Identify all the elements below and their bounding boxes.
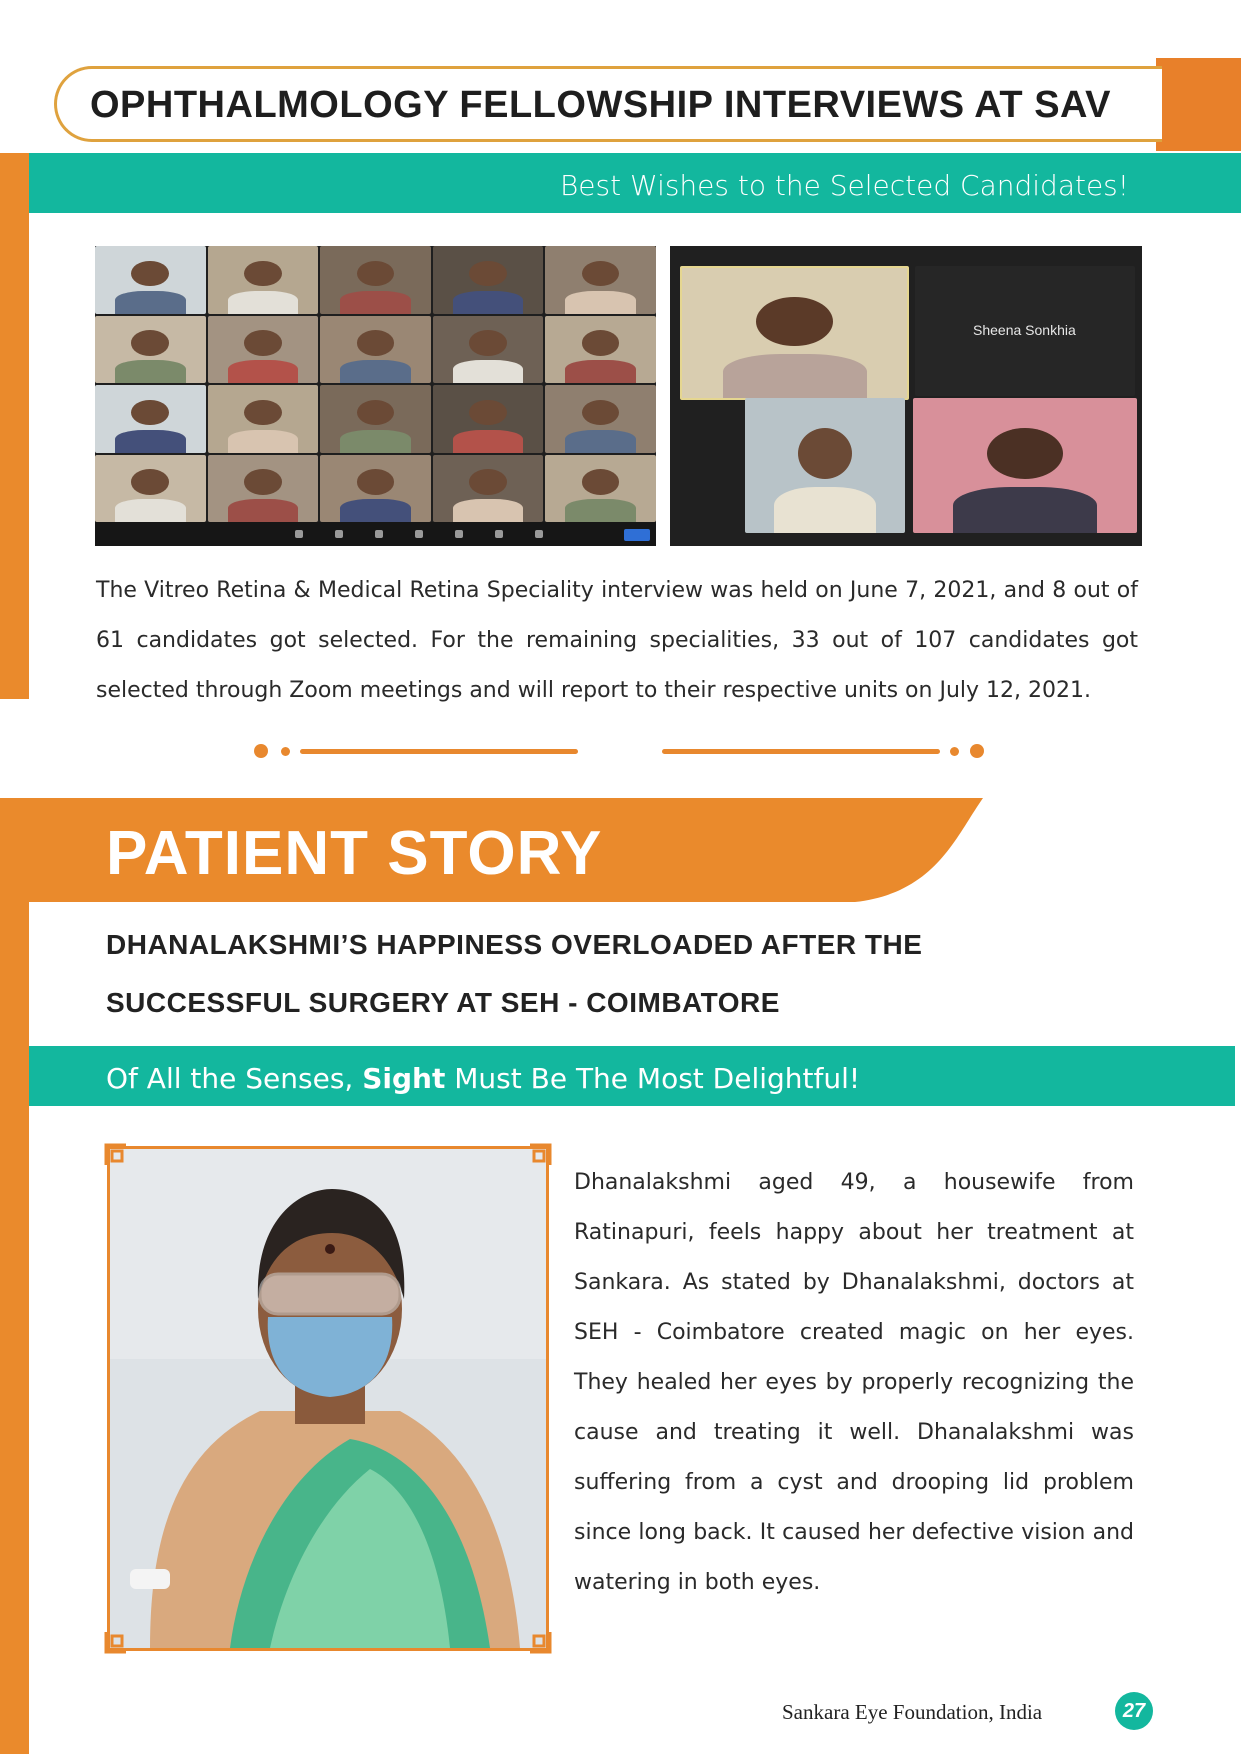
story-headline-line-1: DHANALAKSHMI’S HAPPINESS OVERLOADED AFTER THE <box>106 929 923 960</box>
participant-tile <box>913 398 1137 533</box>
participant-tile <box>320 316 431 384</box>
story-headline-line-2: SUCCESSFUL SURGERY AT SEH - COIMBATORE <box>106 987 780 1018</box>
divider-dot <box>950 747 959 756</box>
divider-dot <box>281 747 290 756</box>
zoom-gallery-photo <box>95 246 656 546</box>
divider-line <box>300 749 578 754</box>
participant-tile <box>545 455 656 523</box>
participant-tile <box>95 316 206 384</box>
participant-tile <box>95 385 206 453</box>
left-accent-stripe-lower <box>0 798 29 1754</box>
participant-tile <box>208 455 319 523</box>
participant-tile <box>433 246 544 314</box>
participant-tile <box>95 246 206 314</box>
divider-line <box>662 749 940 754</box>
participant-tile <box>95 455 206 523</box>
participant-name: Sheena Sonkhia <box>973 322 1076 338</box>
page-title: OPHTHALMOLOGY FELLOWSHIP INTERVIEWS AT SAV <box>90 84 1112 126</box>
divider-dot <box>970 744 984 758</box>
participant-tile <box>433 455 544 523</box>
participant-tile <box>433 385 544 453</box>
participant-tile <box>208 385 319 453</box>
participant-tile <box>545 246 656 314</box>
quote-highlight: Sight <box>362 1062 446 1095</box>
banner-text: Best Wishes to the Selected Candidates! <box>559 169 1129 202</box>
photo-corner-ornaments <box>104 1143 552 1654</box>
fellowship-paragraph: The Vitreo Retina & Medical Retina Speciality interview was held on June 7, 2021, and 8 out of 61 candidates got selected. For the remaining specialities, 33 out of 107 candidates got selected through Zoom meetings and will report to their respective units on July 12, 2021. <box>96 578 1138 703</box>
participant-tile <box>745 398 905 533</box>
quote-banner-text: Of All the Senses, Sight Must Be The Most Delightful! <box>106 1062 861 1095</box>
participant-tile-name-only <box>915 266 1135 396</box>
left-accent-stripe <box>0 153 29 699</box>
participant-tile <box>208 316 319 384</box>
patient-story-paragraph: Dhanalakshmi aged 49, a housewife from Ratinapuri, feels happy about her treatment at Sankara. As stated by Dhanalakshmi, doctors at SEH - Coimbatore created magic on her eyes. They healed her eyes by properly recognizing the cause and treating it well. Dhanalakshmi was suffering from a cyst and drooping lid problem since long back. It caused her defective vision and watering in both eyes. <box>574 1170 1134 1595</box>
participant-tile <box>680 266 909 400</box>
participant-tile <box>320 385 431 453</box>
participant-tile <box>208 246 319 314</box>
participant-tile <box>320 246 431 314</box>
zoom-speaker-photo <box>670 246 1142 546</box>
section-title: PATIENT STORY <box>106 819 603 888</box>
header-corner-block <box>1156 58 1241 151</box>
participant-tile <box>433 316 544 384</box>
footer-organization: Sankara Eye Foundation, India <box>782 1700 1043 1724</box>
participant-tile <box>545 316 656 384</box>
participant-tile <box>545 385 656 453</box>
page-number-badge: 27 <box>1115 1692 1153 1730</box>
participant-tile <box>320 455 431 523</box>
divider-dot <box>254 744 268 758</box>
zoom-toolbar <box>95 522 656 546</box>
